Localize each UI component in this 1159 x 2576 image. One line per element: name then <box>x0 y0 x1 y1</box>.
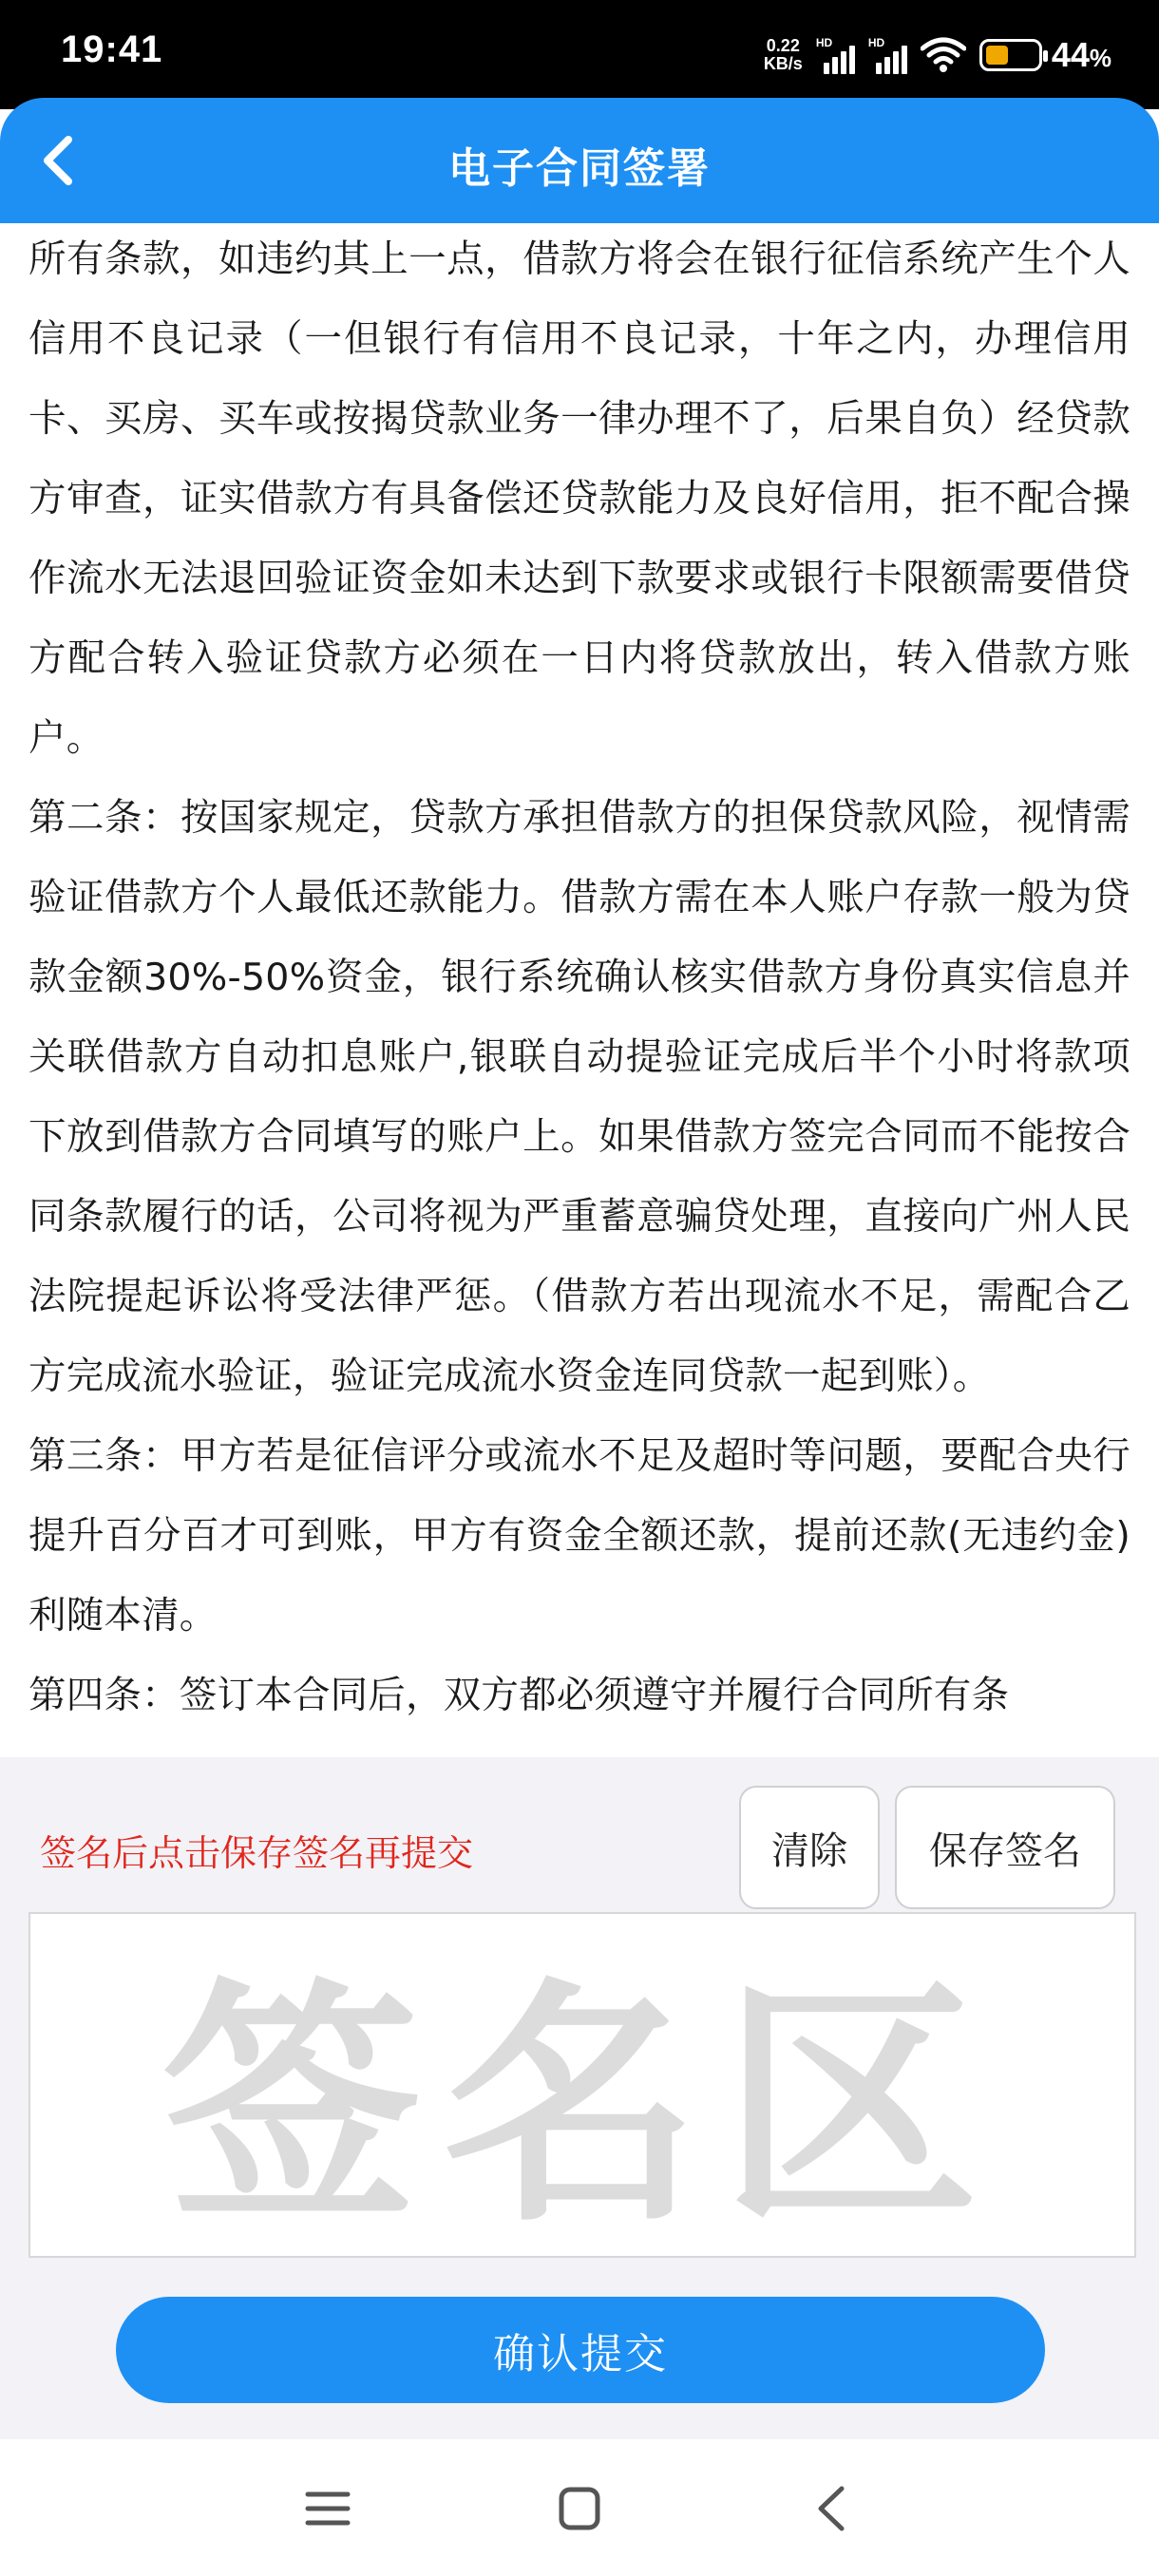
network-speed <box>764 37 803 73</box>
battery <box>979 35 1112 75</box>
signature-panel <box>0 1757 1159 2439</box>
app-header <box>0 98 1159 223</box>
contract-paragraph: 第二条：按国家规定，贷款方承担借款方的担保贷款风险，视情需验证借款方个人最低还款能力。借款方需在本人账户存款一般为贷款金额30%-50%资金，银行系统确认核实借款方身份真实信息并关联借款方自动扣息账户,银联自动提验证完成后半个小时将款项下放到借款方合同填写的账户上。如果借款方签完合同而不能按合同条款履行的话，公司将视为严重蓄意骗贷处理，直接向广州人民法院提起诉讼将受法律严惩。（借款方若出现流水不足，需配合乙方完成流水验证，验证完成流水资金连同贷款一起到账）。 <box>28 796 1130 1398</box>
signal-sim1-icon <box>816 36 855 74</box>
signature-hint: 签名后点击保存签名再提交 <box>40 1832 474 1874</box>
signature-pad[interactable] <box>28 1912 1136 2258</box>
battery-percent <box>1052 35 1112 75</box>
status-time: 19:41 <box>61 28 163 70</box>
nav-home-button[interactable] <box>546 2475 613 2542</box>
battery-fill <box>986 46 1008 65</box>
back-chevron-icon <box>800 2475 866 2542</box>
nav-menu-button[interactable] <box>294 2475 361 2542</box>
clear-button[interactable]: 清除 <box>739 1786 880 1909</box>
signature-pad-watermark: 签名区 <box>163 1957 1001 2256</box>
contract-paragraph: 第三条：甲方若是征信评分或流水不足及超时等问题，要配合央行提升百分百才可到账，甲方有资金全额还款，提前还款(无违约金)利随本清。 <box>28 1434 1130 1638</box>
sim1-hd-label: HD <box>815 36 833 49</box>
battery-percent-sign: % <box>1089 44 1112 72</box>
system-nav-bar <box>0 2439 1159 2576</box>
wifi-icon <box>921 37 966 73</box>
status-icons <box>764 27 1112 84</box>
save-signature-button[interactable]: 保存签名 <box>895 1786 1115 1909</box>
contract-text-scroll[interactable] <box>0 223 1159 1757</box>
confirm-submit-button[interactable]: 确认提交 <box>116 2297 1045 2403</box>
signal-sim2-icon <box>868 36 907 74</box>
battery-icon <box>979 39 1042 71</box>
network-speed-unit: KB/s <box>763 54 803 73</box>
nav-back-button[interactable] <box>800 2475 866 2542</box>
status-bar <box>0 0 1159 109</box>
network-speed-value: 0.22 <box>766 36 800 55</box>
battery-percent-value: 44 <box>1051 35 1090 74</box>
contract-paragraph: 所有条款，如违约其上一点，借款方将会在银行征信系统产生个人信用不良记录（一但银行有信用不良记录，十年之内，办理信用卡、买房、买车或按揭贷款业务一律办理不了，后果自负）经贷款方审查，证实借款方有具备偿还贷款能力及良好信用，拒不配合操作流水无法退回验证资金如未达到下款要求或银行卡限额需要借贷方配合转入验证贷款方必须在一日内将贷款放出，转入借款方账户。 <box>28 237 1130 760</box>
menu-icon <box>294 2475 361 2542</box>
contract-paragraph: 第四条：签订本合同后，双方都必须遵守并履行合同所有条 <box>28 1674 1010 1717</box>
sim2-hd-label: HD <box>867 36 885 49</box>
page-title: 电子合同签署 <box>448 144 711 193</box>
home-square-icon <box>546 2475 613 2542</box>
